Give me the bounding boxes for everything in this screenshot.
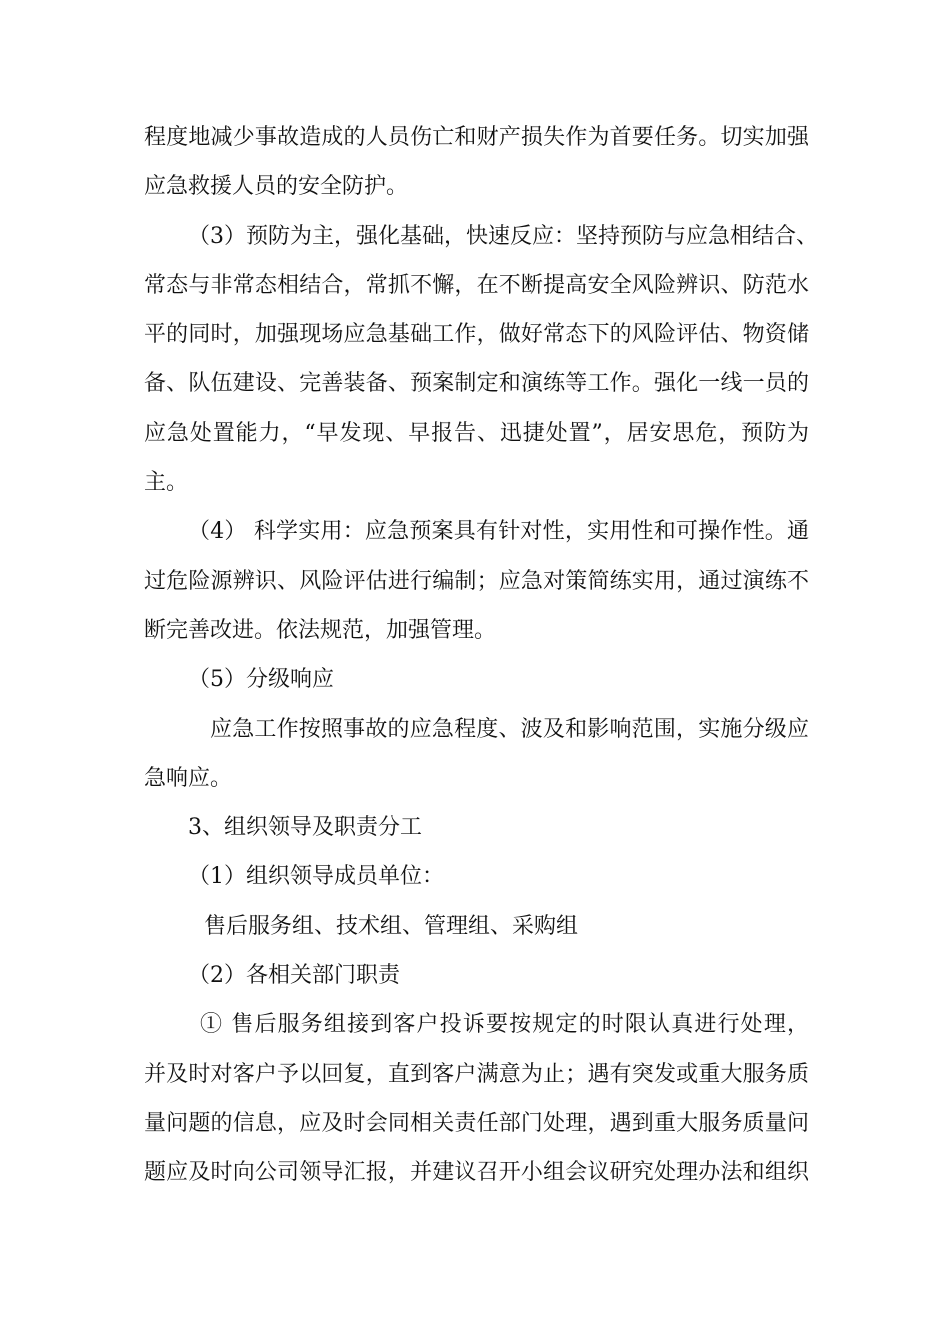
section-heading: （1）组织领导成员单位： [188,864,444,890]
paragraph-line: 急响应。 [144,765,233,791]
paragraph-line: ① 售后服务组接到客户投诉要按规定的时限认真进行处理， [200,1012,809,1038]
paragraph-line: 应急救援人员的安全防护。 [144,174,409,200]
paragraph-line: 并及时对客户予以回复，直到客户满意为止；遇有突发或重大服务质 [144,1061,809,1087]
paragraph-line: 断完善改进。依法规范，加强管理。 [144,617,497,643]
section-heading: （5）分级响应 [188,667,334,693]
paragraph-line: 常态与非常态相结合，常抓不懈，在不断提高安全风险辨识、防范水 [144,272,809,298]
paragraph-line: 应急工作按照事故的应急程度、波及和影响范围，实施分级应 [210,716,809,742]
paragraph-line: 售后服务组、技术组、管理组、采购组 [204,913,579,939]
document-body [144,113,818,1198]
paragraph-line: 量问题的信息，应及时会同相关责任部门处理，遇到重大服务质量问 [144,1110,809,1136]
paragraph-line: 主。 [144,470,189,496]
paragraph-line: 程度地减少事故造成的人员伤亡和财产损失作为首要任务。切实加强 [144,125,809,150]
paragraph-line: 题应及时向公司领导汇报，并建议召开小组会议研究处理办法和组织 [144,1160,809,1186]
paragraph-line: 备、队伍建设、完善装备、预案制定和演练等工作。强化一线一员的 [144,371,809,397]
section-heading: （2）各相关部门职责 [188,963,400,989]
paragraph-line: 过危险源辨识、风险评估进行编制；应急对策简练实用，通过演练不 [144,568,809,594]
paragraph-line: 平的同时，加强现场应急基础工作，做好常态下的风险评估、物资储 [144,322,809,348]
paragraph-line: （3）预防为主，强化基础，快速反应：坚持预防与应急相结合、 [188,223,818,249]
paragraph-line: 应急处置能力，“早发现、早报告、迅捷处置”，居安思危，预防为 [144,420,809,446]
section-heading: 3、组织领导及职责分工 [188,815,422,841]
paragraph-line: （4） 科学实用：应急预案具有针对性，实用性和可操作性。通 [188,519,809,545]
